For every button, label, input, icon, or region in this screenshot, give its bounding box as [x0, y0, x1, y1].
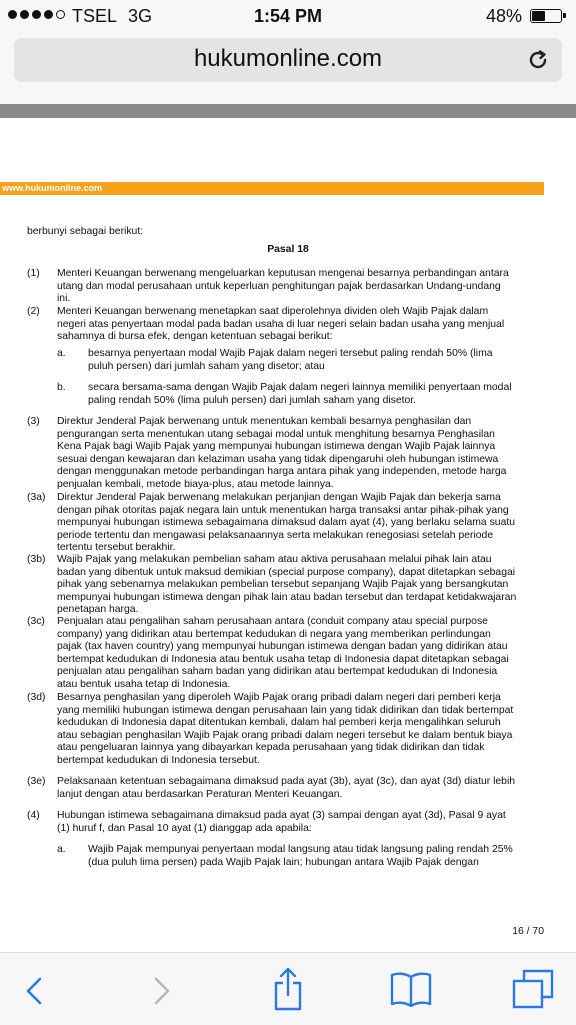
forward-button[interactable]: [138, 953, 186, 1025]
ayat-number: (3e): [27, 776, 46, 787]
paragraph-text: [57, 810, 539, 835]
ayat-number: (3): [27, 416, 40, 427]
text-line: company) yang didirikan atau bertempat kedudukan di negara yang memberikan perlindungan: [57, 628, 491, 640]
text-line: sahamnya di bursa efek, dengan ketentuan sebagai berikut:: [57, 331, 333, 343]
text-line: besarnya penyertaan modal Wajib Pajak dalam negeri tersebut paling rendah 50% (lima: [88, 348, 493, 359]
text-line: Wajib Pajak mempunyai penyertaan modal langsung atau tidak langsung paling rendah 25%: [88, 844, 513, 855]
battery-icon: [530, 9, 562, 23]
bottom-toolbar: [0, 952, 576, 1025]
text-line: atau bentuk usaha tetap di Indonesia.: [57, 678, 231, 690]
text-line: tertentu tersebut berakhir.: [57, 542, 176, 554]
text-line: utang dan modal perusahaan untuk keperluan penghitungan pajak berdasarkan Undang-undang: [57, 280, 501, 292]
document-page[interactable]: [0, 118, 576, 952]
text-line: dengan menggunakan metode perbandingan harga antara pihak yang independen, metode harga: [57, 466, 507, 478]
text-line: bertempat kedudukan di Indonesia atau bentuk usaha tetap di Indonesia dapat ditetapkan sebagai: [57, 653, 509, 665]
back-button[interactable]: [10, 953, 58, 1025]
site-watermark: www.hukumonline.com: [2, 183, 103, 193]
text-line: mempunyai hubungan istimewa dengan pihak lain atau badan tersebut dan terdapat ketidakwajaran: [57, 591, 517, 603]
text-line: Besarnya penghasilan yang diperoleh Wajib Pajak orang pribadi dalam negeri dari pemberi kerja: [57, 692, 501, 703]
text-line: penjualan kembali, metode biaya-plus, atau metode lainnya.: [57, 478, 334, 490]
text-line: lanjut dengan atau berdasarkan Peraturan Menteri Keuangan.: [57, 788, 343, 800]
ayat-number: (2): [27, 306, 40, 317]
ayat-number: (1): [27, 268, 40, 279]
text-line: yang memiliki hubungan istimewa dengan perusahaan lain yang tidak didirikan dan tidak bertempat: [57, 704, 514, 716]
text-line: paling rendah 50% (lima puluh persen) dari jumlah saham yang disetor.: [88, 394, 417, 406]
ayat-number: (4): [27, 810, 40, 821]
text-line: bertempat kedudukan di Indonesia tersebut.: [57, 754, 260, 766]
text-line: atau sebagian penghasilan Wajib Pajak orang pribadi dalam negeri tersebut ke dalam bentuk biaya: [57, 729, 513, 741]
back-icon: [24, 977, 44, 1005]
ayat-number: (3c): [27, 616, 45, 627]
text-line: mempunyai hubungan istimewa sebagaimana dimaksud dalam ayat (4), yang berlaku selama suatu: [57, 517, 516, 529]
paragraph-text: [57, 692, 539, 768]
page-top-divider: [0, 104, 576, 118]
text-line: kedudukan di Indonesia dapat ditentukan kembali, dalam hal pemberi kerja mengalihkan seluruh: [57, 717, 501, 729]
text-line: penetapan harga.: [57, 604, 139, 616]
text-line: pajak (tax haven country) yang mempunyai hubungan istimewa dengan badan yang didirikan atau: [57, 641, 508, 653]
text-line: pengurangan serta menentukan utang sebagai modal untuk menghitung besarnya Penghasilan: [57, 428, 495, 440]
text-line: dengan pihak otoritas pajak negara lain untuk menentukan harga transaksi antar pihak-pihak yang: [57, 504, 509, 516]
network-type: 3G: [128, 6, 153, 26]
paragraph-text: [88, 348, 540, 373]
carrier-name: TSEL: [72, 6, 118, 26]
text-line: Hubungan istimewa sebagaimana dimaksud pada ayat (3) sampai dengan ayat (3d), Pasal 9 ayat: [57, 810, 506, 821]
text-line: ini.: [57, 293, 71, 305]
paragraph-text: [88, 382, 540, 407]
sub-item-letter: b.: [57, 382, 66, 393]
text-line: Pelaksanaan ketentuan sebagaimana dimaksud pada ayat (3b), ayat (3c), dan ayat (3d) diatur lebih: [57, 776, 516, 787]
bookmarks-icon: [390, 971, 432, 1007]
bookmarks-button[interactable]: [386, 953, 438, 1025]
text-line: atau pengeluaran lainnya yang dibayarkan kepada perusahaan yang tidak didirikan dan tidak: [57, 742, 485, 754]
paragraph-text: [57, 492, 539, 555]
text-line: puluh persen) dari jumlah saham yang disetor; atau: [88, 360, 325, 372]
battery-percent: 48%: [486, 6, 523, 26]
tabs-icon: [512, 969, 554, 1009]
sub-item-letter: a.: [57, 844, 66, 855]
tabs-button[interactable]: [508, 953, 560, 1025]
text-line: Direktur Jenderal Pajak berwenang melakukan perjanjian dengan Wajib Pajak dan bekerja sama: [57, 492, 501, 503]
text-line: periode tertentu dan mengawasi pelaksanaannya serta melakukan renegosiasi setelah periode: [57, 529, 494, 541]
reload-icon[interactable]: [526, 48, 550, 72]
intro-text: berbunyi sebagai berikut:: [27, 226, 144, 237]
text-line: negeri atas penyertaan modal pada badan usaha di luar negeri selain badan usaha yang menjual: [57, 318, 505, 330]
text-line: penjualan atau pengalihan saham badan yang didirikan atau bertempat kedudukan di Indonesia: [57, 666, 498, 678]
text-line: (dua puluh lima persen) pada Wajib Pajak lain; hubungan antara Wajib Pajak dengan: [88, 856, 479, 868]
site-header-band: [0, 182, 544, 195]
text-line: Kena Pajak bagi Wajib Pajak yang mempunyai hubungan istimewa dengan Wajib Pajak lainnya: [57, 441, 496, 453]
paragraph-text: [57, 306, 539, 344]
text-line: sesuai dengan kewajaran dan kelaziman usaha yang tidak dipengaruhi oleh hubungan istimewa: [57, 453, 499, 465]
text-line: Direktur Jenderal Pajak berwenang untuk menentukan kembali besarnya penghasilan dan: [57, 416, 472, 427]
sub-item-letter: a.: [57, 348, 66, 359]
forward-icon: [152, 977, 172, 1005]
text-line: Wajib Pajak yang melakukan pembelian saham atau aktiva perusahaan melalui pihak lain atau: [57, 554, 492, 565]
paragraph-text: [57, 776, 539, 801]
text-line: Menteri Keuangan berwenang mengeluarkan keputusan mengenai besarnya perbandingan antara: [57, 268, 509, 279]
paragraph-text: [57, 554, 539, 617]
text-line: Penjualan atau pengalihan saham perusahaan antara (conduit company atau special purpose: [57, 616, 488, 627]
page-number: 16 / 70: [512, 926, 544, 937]
text-line: badan yang dibentuk untuk maksud demikian (special purpose company), dapat ditetapkan sebagai: [57, 566, 516, 578]
text-line: secara bersama-sama dengan Wajib Pajak dalam negeri lainnya memiliki penyertaan modal: [88, 382, 512, 393]
url-text: hukumonline.com: [193, 45, 383, 72]
share-icon: [272, 967, 304, 1011]
text-line: Menteri Keuangan berwenang menetapkan saat diperolehnya dividen oleh Wajib Pajak dalam: [57, 306, 489, 317]
ayat-number: (3a): [27, 492, 46, 503]
paragraph-text: [57, 268, 539, 306]
share-button[interactable]: [264, 953, 312, 1025]
clock: 1:54 PM: [253, 6, 323, 26]
address-bar[interactable]: [14, 38, 562, 82]
ayat-number: (3b): [27, 554, 46, 565]
status-bar: [0, 0, 576, 32]
paragraph-text: [57, 416, 539, 492]
pasal-title: Pasal 18: [267, 244, 309, 255]
paragraph-text: [88, 844, 540, 869]
text-line: pihak yang sebenarnya melakukan pembelian tersebut sepanjang Wajib Pajak yang bersangkutan: [57, 579, 509, 591]
ayat-number: (3d): [27, 692, 46, 703]
text-line: (1) huruf f, dan Pasal 10 ayat (1) dianggap ada apabila:: [57, 822, 312, 834]
paragraph-text: [57, 616, 539, 692]
